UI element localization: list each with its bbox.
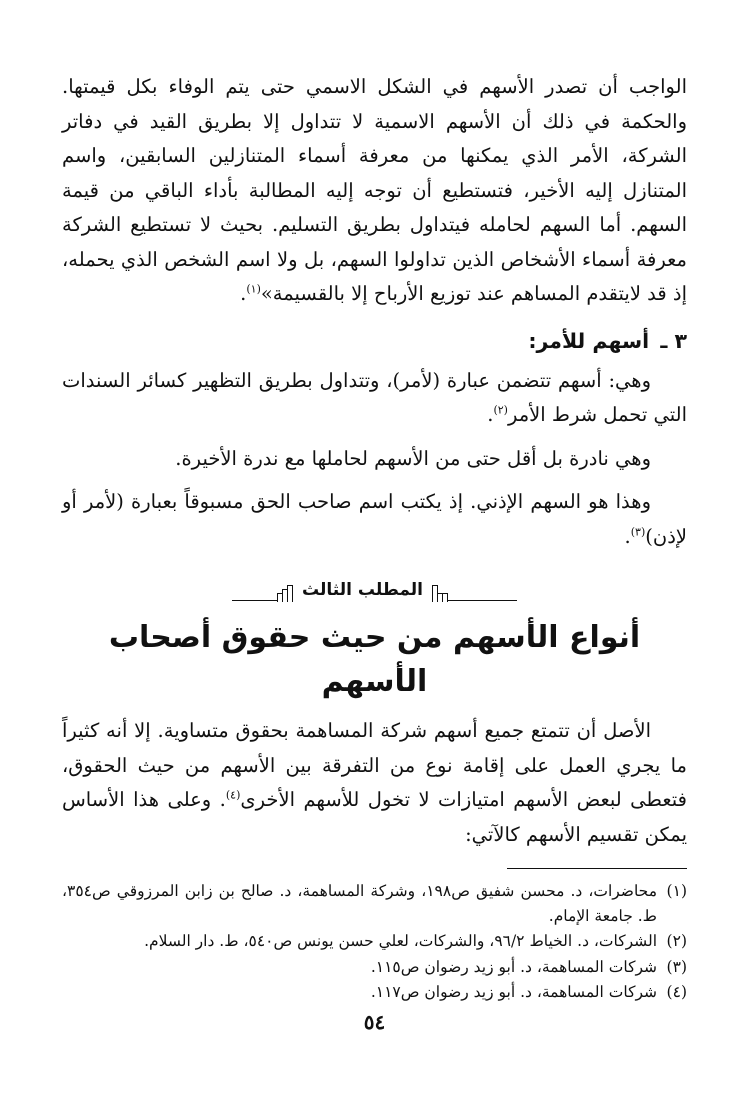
footnote-item [62,929,687,954]
subheading-text: أسهم للأمر: [528,328,650,353]
footnote-item [62,879,687,928]
footnotes [62,879,687,1005]
paragraph-share-rights [62,714,687,852]
footnote-number: (٢) [666,932,687,950]
ornament-right-icon [433,580,517,602]
footnote-number: (٤) [666,983,687,1001]
paragraph-order-rarity: وهي نادرة بل أقل حتى من الأسهم لحاملها مع ندرة الأخيرة. [175,446,651,470]
page-body [62,70,687,1006]
section-title: أنواع الأسهم من حيث حقوق أصحاب الأسهم [108,620,641,699]
footnote-item [62,980,687,1005]
paragraph-end: . [240,282,247,305]
paragraph-text: الواجب أن تصدر الأسهم في الشكل الاسمي حتى يتم الوفاء بكل قيمتها. والحكمة في ذلك أن الأسهم الاسمية لا تتداول إلا بطريق القيد في دفاتر الشركة، الأمر الذي يمكنها من معرفة أسماء المتنازلين السابقين، واسم المتنازل إليه الأخير، فتستطيع أن توجه إليه المطالبة بأداء الباقي من قيمة السهم. أما السهم لحامله فيتداول بطريق التسليم. بحيث لا تستطيع الشركة معرفة أسماء الأشخاص الذين تداولوا السهم، بل ولا اسم الشخص الذي يحمله، إذ قد لايتقدم المساهم عند توزيع الأرباح إلا بالقسيمة» [62,75,687,305]
paragraph-order-definition [62,364,687,433]
footnote-text: محاضرات، د. محسن شفيق ص١٩٨، وشركة المساهمة، د. صالح بن زابن المرزوقي ص٣٥٤، ط. جامعة الإمام. [62,882,657,925]
footnote-number: (١) [666,882,687,900]
section-label [62,572,687,602]
subheading-order-shares [62,324,687,358]
footnote-text: شركات المساهمة، د. أبو زيد رضوان ص١١٥. [370,957,657,976]
footnote-ref: (١) [246,282,261,296]
ornament-left-icon [232,580,292,602]
paragraph-text: الأصل أن تتمتع جميع أسهم شركة المساهمة بحقوق متساوية. إلا أنه كثيراً ما يجري العمل على إقامة نوع من التفرقة بين الأسهم من حيث الحقوق، فتعطى لبعض الأسهم امتيازات لا تخول للأسهم الأخرى [62,719,687,811]
paragraph-text: وهي: أسهم تتضمن عبارة (لأمر)، وتتداول بطريق التظهير كسائر السندات التي تحمل شرط الأمر [62,368,687,426]
paragraph-end: . [624,524,631,548]
section-label-text: المطلب الثالث [302,580,423,600]
footnote-number: (٣) [666,957,687,976]
footnote-text: شركات المساهمة، د. أبو زيد رضوان ص١١٧. [370,983,657,1001]
subheading-number: ٣ ـ [660,328,687,353]
footnote-item [62,955,687,980]
page-number: ٥٤ [363,1010,386,1034]
paragraph-end: . [487,403,494,426]
paragraph-order-permission [62,485,687,554]
paragraph-text: . وعلى هذا الأساس يمكن تقسيم الأسهم كالآتي: [62,788,687,846]
footnote-text: الشركات، د. الخياط ٩٦/٢، والشركات، لعلي حسن يونس ص٥٤٠، ط. دار السلام. [144,932,657,950]
footnote-ref: (٢) [493,403,508,417]
footnote-ref: (٤) [225,788,241,802]
paragraph-registered-shares [62,70,687,312]
paragraph-text: وهذا هو السهم الإذني. إذ يكتب اسم صاحب الحق مسبوقاً بعبارة (لأمر أو لإذن) [62,490,687,548]
footnote-ref: (٣) [630,525,646,538]
footnote-divider [507,868,687,869]
